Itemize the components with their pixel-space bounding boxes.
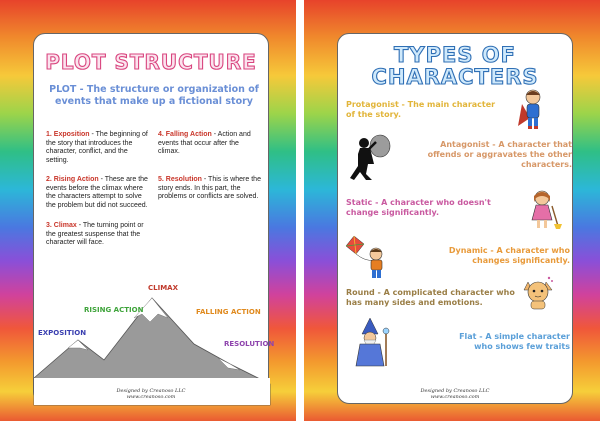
type-antagonist: Antagonist - A character that offends or aggravates the other characters. — [427, 140, 572, 169]
title-line-1: TYPES OF — [394, 43, 516, 67]
types-of-characters-poster — [304, 0, 600, 421]
credit-url: www.creanoso.com — [126, 394, 176, 400]
item-rising-action — [46, 176, 150, 210]
characters-card — [337, 33, 573, 404]
poster-title — [338, 44, 572, 88]
item-falling-action — [158, 131, 262, 157]
item-text: - These are the events before the climax where the characters attempt to solve the problem but did not succeed. — [46, 176, 148, 209]
item-text: - The turning point or the greatest suspense that the character will face. — [46, 222, 144, 247]
label-rising-action: RISING ACTION — [84, 306, 144, 314]
poster-title: PLOT STRUCTURE — [45, 50, 257, 74]
plot-definition: PLOT - The structure or organization of events that make up a fictional story — [49, 84, 259, 107]
item-key: 5. Resolution — [158, 176, 202, 183]
title-line-2: CHARACTERS — [371, 65, 539, 89]
item-key: 3. Climax — [46, 222, 77, 229]
girl-sweeping-icon — [526, 188, 564, 230]
item-text: - Action and events that occur after the climax. — [158, 131, 251, 156]
cat-icon — [522, 276, 554, 310]
credit-url: www.creanoso.com — [430, 394, 480, 400]
label-falling-action: FALLING ACTION — [196, 308, 261, 316]
type-protagonist: Protagonist - The main character of the story. — [346, 100, 496, 119]
type-flat: Flat - A simple character who shows few traits — [459, 332, 570, 351]
item-key: 1. Exposition — [46, 131, 90, 138]
item-text: - This is where the story ends. In this part, the problems or conflicts are solved. — [158, 176, 261, 201]
boy-with-kite-icon — [344, 234, 392, 280]
credit-line: Designed by Creanoso LLC — [116, 388, 186, 394]
type-round: Round - A complicated character who has many sides and emotions. — [346, 288, 515, 307]
item-key: 4. Falling Action — [158, 131, 212, 138]
type-dynamic: Dynamic - A character who changes significantly. — [448, 246, 570, 265]
type-static: Static - A character who doesn't change significantly. — [346, 198, 491, 217]
label-exposition: EXPOSITION — [38, 329, 87, 337]
thief-icon — [346, 134, 392, 182]
label-climax: CLIMAX — [148, 284, 178, 292]
credit-line: Designed by Creanoso LLC — [420, 388, 490, 394]
wizard-icon — [348, 318, 392, 368]
label-resolution: RESOLUTION — [224, 340, 275, 348]
plot-structure-poster — [0, 0, 296, 421]
plot-structure-card — [33, 33, 275, 404]
item-key: 2. Rising Action — [46, 176, 99, 183]
item-text: - The beginning of the story that introduces the character, conflict, and the setting. — [46, 131, 148, 164]
superhero-icon — [516, 88, 550, 130]
item-exposition — [46, 131, 150, 165]
item-resolution — [158, 176, 262, 202]
item-climax — [46, 222, 150, 248]
